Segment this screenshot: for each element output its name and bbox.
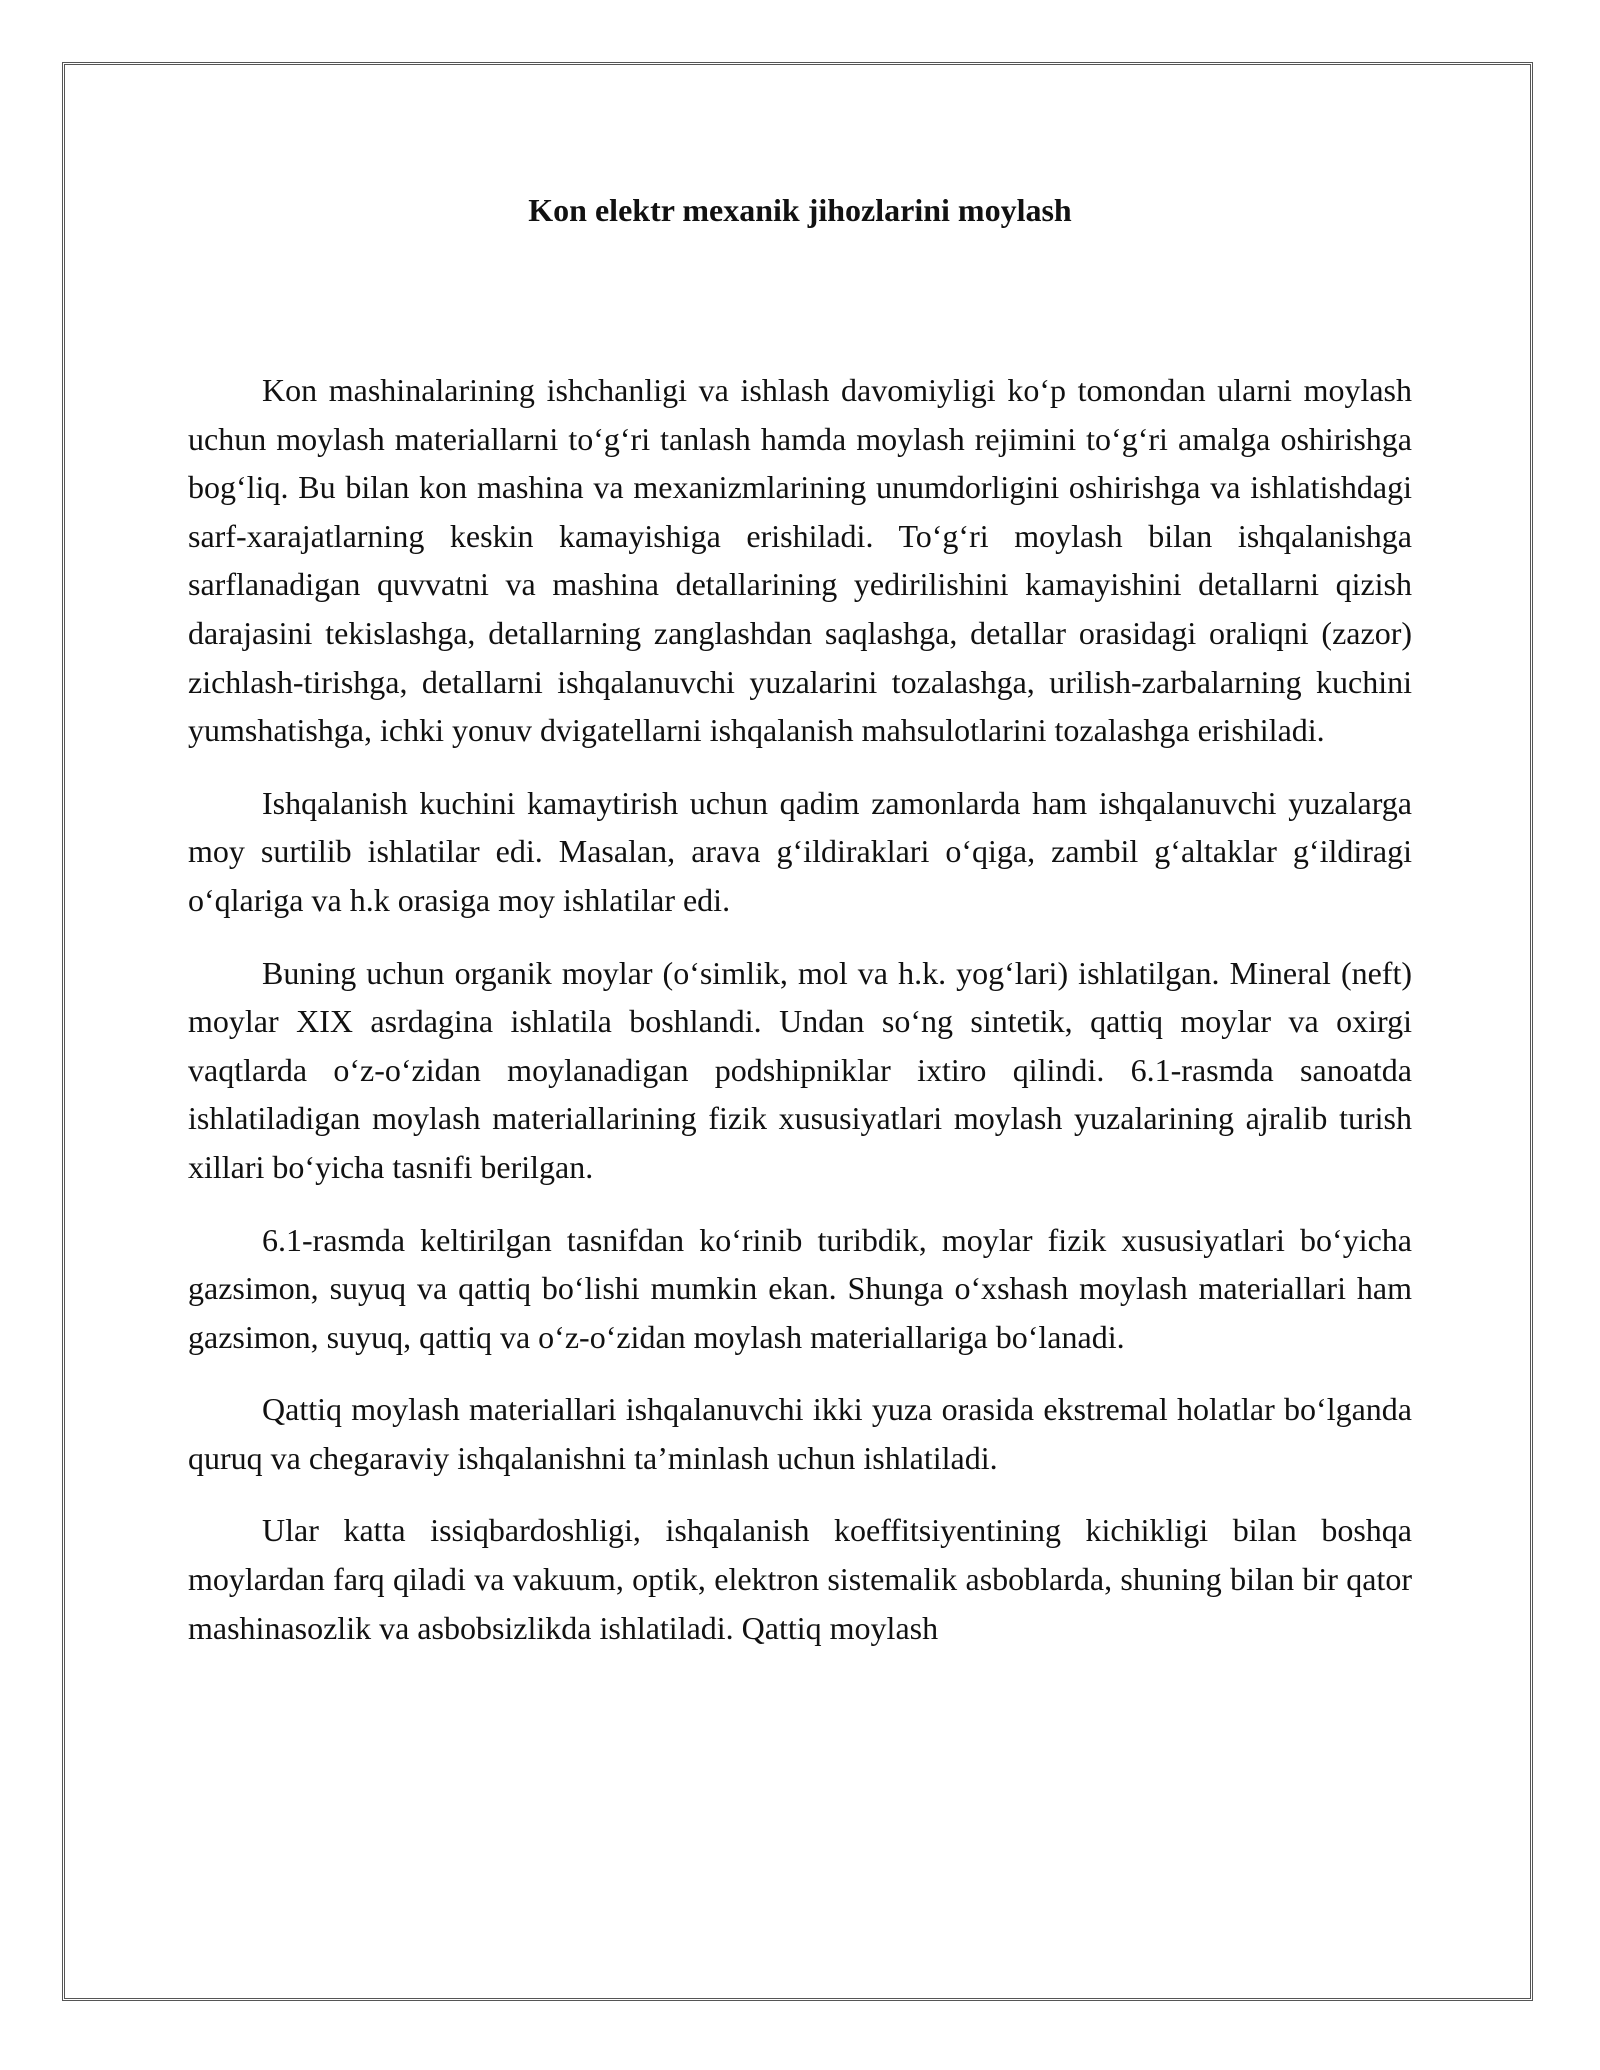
document-body xyxy=(188,188,1412,1676)
paragraph-5: Qattiq moylash materiallari ishqalanuvchi ikki yuza orasida ekstremal holatlar boʻlganda quruq va chegaraviy ishqalanishni ta’minlash uchun ishlatiladi. xyxy=(188,1391,1412,1476)
paragraph-1: Kon mashinalarining ishchanligi va ishlash davomiyligi koʻp tomondan ularni moylash uchun moylash materiallarni toʻgʻri tanlash hamda moylash rejimini toʻgʻri amalga oshirishga bogʻliq. Bu bilan kon mashina va mexanizmlarining unumdorligini oshirishga va ishlatishdagi sarf-xarajatlarning keskin kamayishiga erishiladi. Toʻgʻri moylash bilan ishqalanishga sarflanadigan quvvatni va mashina detallarining yedirilishini kamayishini detallarni qizish darajasini tekislashga, detallarning zanglashdan saqlashga, detallar orasidagi oraliqni (zazor) zichlash-tirishga, detallarni ishqalanuvchi yuzalarini tozalashga, urilish-zarbalarning kuchini yumshatishga, ichki yonuv dvigatellarni ishqalanish mahsulotlarini tozalashga erishiladi. xyxy=(188,372,1412,749)
document-title: Kon elektr mexanik jihozlarini moylash xyxy=(528,192,1072,228)
paragraph-6: Ular katta issiqbardoshligi, ishqalanish koeffitsiyentining kichikligi bilan boshqa moylardan farq qiladi va vakuum, optik, elektron sistemalik asboblarda, shuning bilan bir qator mashinasozlik va asbobsizlikda ishlatiladi. Qattiq moylash xyxy=(188,1512,1412,1646)
paragraph-4: 6.1-rasmda keltirilgan tasnifdan koʻrinib turibdik, moylar fizik xususiyatlari boʻyicha gazsimon, suyuq va qattiq boʻlishi mumkin ekan. Shunga oʻxshash moylash materiallari ham gazsimon, suyuq, qattiq va oʻz-oʻzidan moylash materiallariga boʻlanadi. xyxy=(188,1221,1412,1355)
paragraph-3: Buning uchun organik moylar (oʻsimlik, mol va h.k. yogʻlari) ishlatilgan. Mineral (neft) moylar XIX asrdagina ishlatila boshlandi. Undan soʻng sintetik, qattiq moylar va oxirgi vaqtlarda oʻz-oʻzidan moylanadigan podshipniklar ixtiro qilindi. 6.1-rasmda sanoatda ishlatiladigan moylash materiallarining fizik xususiyatlari moylash yuzalarining ajralib turish xillari boʻyicha tasnifi berilgan. xyxy=(188,954,1412,1185)
paragraph-2: Ishqalanish kuchini kamaytirish uchun qadim zamonlarda ham ishqalanuvchi yuzalarga moy surtilib ishlatilar edi. Masalan, arava gʻildiraklari oʻqiga, zambil gʻaltaklar gʻildiragi oʻqlariga va h.k orasiga moy ishlatilar edi. xyxy=(188,784,1412,918)
